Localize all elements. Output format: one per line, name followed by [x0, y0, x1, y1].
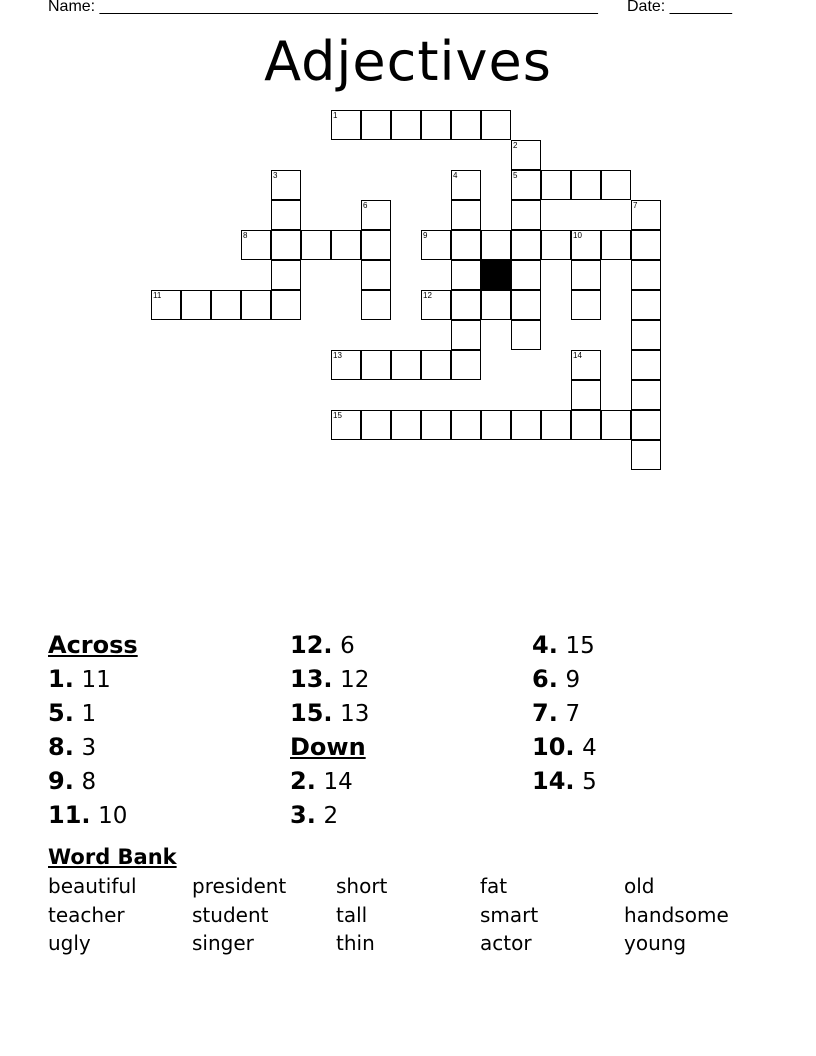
clue-down-2: 2. 14: [290, 767, 353, 795]
crossword-cell[interactable]: [361, 110, 391, 140]
cell-clue-number: 7: [633, 201, 638, 210]
crossword-cell[interactable]: [271, 290, 301, 320]
crossword-cell[interactable]: [631, 230, 661, 260]
cell-clue-number: 15: [333, 411, 342, 420]
crossword-cell[interactable]: [601, 170, 631, 200]
crossword-cell[interactable]: [631, 200, 661, 230]
clue-down-6: 6. 9: [532, 665, 581, 693]
crossword-cell[interactable]: [451, 320, 481, 350]
down-heading: Down: [290, 733, 366, 761]
clue-down-14: 14. 5: [532, 767, 597, 795]
crossword-cell[interactable]: [631, 350, 661, 380]
crossword-cell[interactable]: [631, 380, 661, 410]
word-bank-word: teacher: [48, 903, 125, 927]
page-title: Adjectives: [264, 30, 552, 93]
crossword-cell[interactable]: [541, 410, 571, 440]
crossword-cell[interactable]: [331, 110, 361, 140]
crossword-cell[interactable]: [361, 290, 391, 320]
cell-clue-number: 1: [333, 111, 338, 120]
crossword-cell[interactable]: [421, 350, 451, 380]
crossword-shaded-cell: [481, 260, 511, 290]
crossword-cell[interactable]: [511, 320, 541, 350]
crossword-cell[interactable]: [271, 170, 301, 200]
cell-clue-number: 13: [333, 351, 342, 360]
cell-clue-number: 6: [363, 201, 368, 210]
crossword-cell[interactable]: [511, 170, 541, 200]
crossword-cell[interactable]: [601, 410, 631, 440]
crossword-cell[interactable]: [361, 230, 391, 260]
word-bank-word: thin: [336, 931, 375, 955]
crossword-cell[interactable]: [511, 230, 541, 260]
clues-column-3: [532, 628, 597, 798]
clues-column-1: [48, 628, 138, 832]
crossword-cell[interactable]: [361, 260, 391, 290]
crossword-cell[interactable]: [481, 230, 511, 260]
crossword-cell[interactable]: [571, 170, 601, 200]
word-bank-word: actor: [480, 931, 532, 955]
word-bank-word: handsome: [624, 903, 729, 927]
crossword-cell[interactable]: [151, 290, 181, 320]
clue-down-10: 10. 4: [532, 733, 597, 761]
crossword-cell[interactable]: [571, 260, 601, 290]
cell-clue-number: 2: [513, 141, 518, 150]
clues-column-2: [290, 628, 369, 832]
crossword-cell[interactable]: [271, 200, 301, 230]
crossword-cell[interactable]: [511, 290, 541, 320]
word-bank-word: smart: [480, 903, 539, 927]
crossword-cell[interactable]: [571, 380, 601, 410]
crossword-cell[interactable]: [451, 230, 481, 260]
name-field-label: Name: ________________________________________________________: [48, 0, 598, 15]
crossword-cell[interactable]: [571, 350, 601, 380]
crossword-cell[interactable]: [421, 290, 451, 320]
word-bank-title: Word Bank: [48, 845, 177, 869]
clue-down-3: 3. 2: [290, 801, 339, 829]
cell-clue-number: 12: [423, 291, 432, 300]
word-bank-word: ugly: [48, 931, 91, 955]
crossword-cell[interactable]: [631, 320, 661, 350]
crossword-cell[interactable]: [481, 290, 511, 320]
word-bank-word: young: [624, 931, 687, 955]
cell-clue-number: 4: [453, 171, 458, 180]
crossword-cell[interactable]: [301, 230, 331, 260]
crossword-cell[interactable]: [361, 200, 391, 230]
crossword-cell[interactable]: [571, 410, 601, 440]
word-bank-word: president: [192, 874, 287, 898]
crossword-cell[interactable]: [481, 110, 511, 140]
clue-across-15: 15. 13: [290, 699, 370, 727]
crossword-cell[interactable]: [511, 410, 541, 440]
cell-clue-number: 11: [153, 291, 162, 300]
cell-clue-number: 3: [273, 171, 278, 180]
crossword-cell[interactable]: [271, 230, 301, 260]
word-bank-word: tall: [336, 903, 368, 927]
crossword-cell[interactable]: [421, 230, 451, 260]
crossword-cell[interactable]: [571, 230, 601, 260]
clue-across-11: 11. 10: [48, 801, 128, 829]
crossword-grid: [151, 110, 664, 473]
crossword-cell[interactable]: [211, 290, 241, 320]
crossword-cell[interactable]: [511, 140, 541, 170]
crossword-cell[interactable]: [391, 350, 421, 380]
clue-across-8: 8. 3: [48, 733, 97, 761]
crossword-cell[interactable]: [391, 410, 421, 440]
crossword-cell[interactable]: [631, 260, 661, 290]
clue-across-1: 1. 11: [48, 665, 111, 693]
cell-clue-number: 8: [243, 231, 248, 240]
crossword-cell[interactable]: [631, 440, 661, 470]
word-bank-word: singer: [192, 931, 254, 955]
clue-down-4: 4. 15: [532, 631, 595, 659]
date-field-label: Date: _______: [627, 0, 732, 15]
crossword-cell[interactable]: [331, 350, 361, 380]
across-heading: Across: [48, 631, 138, 659]
crossword-cell[interactable]: [361, 410, 391, 440]
word-bank-word: beautiful: [48, 874, 137, 898]
clue-across-9: 9. 8: [48, 767, 97, 795]
cell-clue-number: 14: [573, 351, 582, 360]
cell-clue-number: 5: [513, 171, 518, 180]
crossword-cell[interactable]: [451, 350, 481, 380]
crossword-cell[interactable]: [541, 170, 571, 200]
crossword-cell[interactable]: [451, 260, 481, 290]
crossword-cell[interactable]: [331, 230, 361, 260]
crossword-cell[interactable]: [421, 110, 451, 140]
crossword-cell[interactable]: [541, 230, 571, 260]
crossword-cell[interactable]: [241, 290, 271, 320]
cell-clue-number: 10: [573, 231, 582, 240]
crossword-cell[interactable]: [511, 200, 541, 230]
crossword-cell[interactable]: [451, 410, 481, 440]
crossword-cell[interactable]: [451, 110, 481, 140]
clue-across-12: 12. 6: [290, 631, 355, 659]
crossword-cell[interactable]: [571, 290, 601, 320]
word-bank-word: fat: [480, 874, 508, 898]
crossword-cell[interactable]: [601, 230, 631, 260]
crossword-cell[interactable]: [421, 410, 451, 440]
word-bank-word: student: [192, 903, 269, 927]
crossword-cell[interactable]: [331, 410, 361, 440]
crossword-cell[interactable]: [451, 200, 481, 230]
clue-across-13: 13. 12: [290, 665, 370, 693]
word-bank-word: short: [336, 874, 388, 898]
crossword-cell[interactable]: [451, 290, 481, 320]
crossword-cell[interactable]: [181, 290, 211, 320]
crossword-cell[interactable]: [271, 260, 301, 290]
crossword-cell[interactable]: [361, 350, 391, 380]
crossword-cell[interactable]: [511, 260, 541, 290]
crossword-cell[interactable]: [631, 410, 661, 440]
clue-down-7: 7. 7: [532, 699, 581, 727]
crossword-cell[interactable]: [481, 410, 511, 440]
cell-clue-number: 9: [423, 231, 428, 240]
crossword-cell[interactable]: [391, 110, 421, 140]
word-bank-word: old: [624, 874, 655, 898]
crossword-cell[interactable]: [631, 290, 661, 320]
crossword-cell[interactable]: [241, 230, 271, 260]
crossword-cell[interactable]: [451, 170, 481, 200]
clue-across-5: 5. 1: [48, 699, 97, 727]
